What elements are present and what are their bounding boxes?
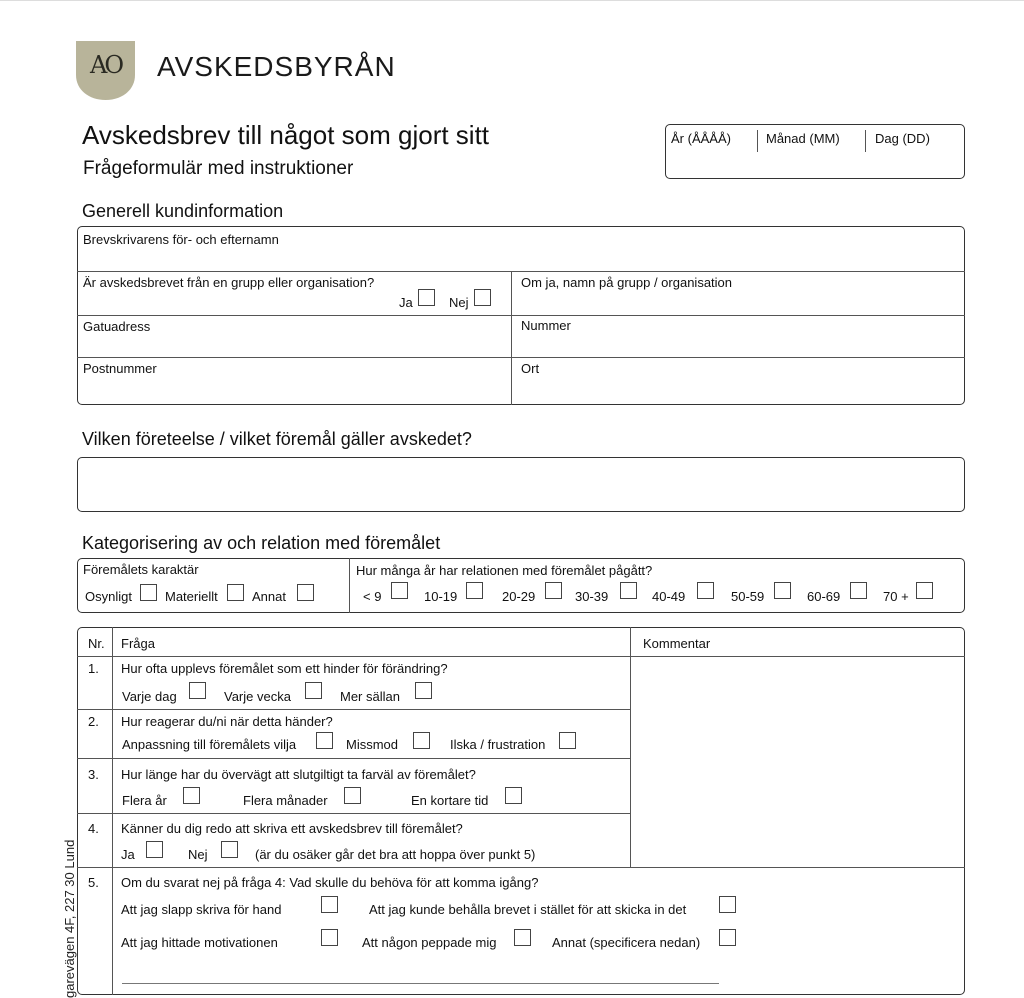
- side-address: garevägen 4F, 227 30 Lund: [62, 839, 77, 998]
- group-question: Är avskedsbrevet från en grupp eller organisation?: [83, 275, 375, 290]
- group-yes-checkbox[interactable]: [418, 289, 435, 306]
- q1-checkbox-mer-sallan[interactable]: [415, 682, 432, 699]
- q3-option-label: Flera månader: [243, 793, 328, 808]
- divider: [112, 627, 113, 995]
- divider: [77, 709, 630, 710]
- q5-specify-line[interactable]: [122, 983, 719, 984]
- character-option-label: Materiellt: [165, 589, 218, 604]
- group-no-label: Nej: [449, 295, 469, 310]
- section-heading-subject: Vilken företeelse / vilket föremål gäller avskedet?: [82, 429, 472, 449]
- page-title: Avskedsbrev till något som gjort sitt: [82, 120, 490, 150]
- group-name-field[interactable]: Om ja, namn på grupp / organisation: [521, 275, 733, 290]
- page-subtitle: Frågeformulär med instruktioner: [83, 158, 354, 179]
- divider: [77, 813, 630, 814]
- brand-monogram: AO: [89, 51, 121, 79]
- years-checkbox[interactable]: [620, 582, 637, 599]
- q1-checkbox-varje-dag[interactable]: [189, 682, 206, 699]
- q2-checkbox-ilska[interactable]: [559, 732, 576, 749]
- q1-option-label: Mer sällan: [340, 689, 400, 704]
- years-checkbox[interactable]: [391, 582, 408, 599]
- name-field[interactable]: Brevskrivarens för- och efternamn: [83, 232, 279, 247]
- q5-option-label: Att jag kunde behålla brevet i stället för att skicka in det: [369, 902, 687, 917]
- col-header-question: Fråga: [121, 636, 155, 651]
- brand-name: AVSKEDSBYRÅN: [157, 51, 396, 82]
- divider: [77, 271, 965, 272]
- character-option-label: Annat: [252, 589, 286, 604]
- q3-checkbox-kortare-tid[interactable]: [505, 787, 522, 804]
- col-header-nr: Nr.: [88, 636, 105, 651]
- character-annat-checkbox[interactable]: [297, 584, 314, 601]
- divider: [77, 867, 965, 868]
- q2-option-label: Anpassning till föremålets vilja: [122, 737, 297, 752]
- q5-checkbox-peppade[interactable]: [514, 929, 531, 946]
- q5-checkbox-behalla-brevet[interactable]: [719, 896, 736, 913]
- q5-checkbox-annat[interactable]: [719, 929, 736, 946]
- comment-field[interactable]: [631, 657, 964, 867]
- q4-note: (är du osäker går det bra att hoppa över punkt 5): [255, 847, 536, 862]
- years-option-label: 50-59: [731, 589, 765, 604]
- q1-nr: 1.: [88, 661, 99, 676]
- divider: [77, 357, 965, 358]
- divider: [511, 271, 512, 405]
- q3-checkbox-flera-manader[interactable]: [344, 787, 361, 804]
- section-heading-general: Generell kundinformation: [82, 201, 284, 221]
- years-checkbox[interactable]: [774, 582, 791, 599]
- q2-text: Hur reagerar du/ni när detta händer?: [121, 714, 333, 729]
- q5-option-label: Att någon peppade mig: [362, 935, 497, 950]
- years-checkbox[interactable]: [545, 582, 562, 599]
- q3-checkbox-flera-ar[interactable]: [183, 787, 200, 804]
- q5-option-label: Att jag hittade motivationen: [121, 935, 278, 950]
- q3-option-label: Flera år: [122, 793, 167, 808]
- divider: [77, 315, 965, 316]
- group-yes-label: Ja: [399, 295, 413, 310]
- character-materiellt-checkbox[interactable]: [227, 584, 244, 601]
- q2-checkbox-missmod[interactable]: [413, 732, 430, 749]
- date-divider: [865, 130, 866, 152]
- postcode-field[interactable]: Postnummer: [83, 361, 157, 376]
- q4-nr: 4.: [88, 821, 99, 836]
- subject-input-box[interactable]: [77, 457, 965, 512]
- q3-option-label: En kortare tid: [411, 793, 489, 808]
- q1-option-label: Varje vecka: [224, 689, 291, 704]
- q3-text: Hur länge har du övervägt att slutgiltigt ta farväl av föremålet?: [121, 767, 476, 782]
- years-option-label: 30-39: [575, 589, 609, 604]
- q4-option-label: Nej: [188, 847, 208, 862]
- q1-checkbox-varje-vecka[interactable]: [305, 682, 322, 699]
- street-field[interactable]: Gatuadress: [83, 319, 151, 334]
- q2-nr: 2.: [88, 714, 99, 729]
- years-option-label: 70 +: [883, 589, 909, 604]
- q1-option-label: Varje dag: [122, 689, 177, 704]
- divider: [349, 558, 350, 613]
- date-divider: [757, 130, 758, 152]
- years-checkbox[interactable]: [916, 582, 933, 599]
- q4-checkbox-nej[interactable]: [221, 841, 238, 858]
- years-option-label: 40-49: [652, 589, 686, 604]
- q2-option-label: Missmod: [346, 737, 399, 752]
- years-checkbox[interactable]: [466, 582, 483, 599]
- number-field[interactable]: Nummer: [521, 318, 571, 333]
- date-month-field[interactable]: Månad (MM): [766, 131, 840, 146]
- q4-option-label: Ja: [121, 847, 135, 862]
- character-option-label: Osynligt: [85, 589, 132, 604]
- q5-checkbox-motivationen[interactable]: [321, 929, 338, 946]
- brand-logo: [76, 41, 135, 100]
- q5-option-label: Annat (specificera nedan): [552, 935, 701, 950]
- col-header-comment: Kommentar: [643, 636, 711, 651]
- q5-checkbox-skriva-for-hand[interactable]: [321, 896, 338, 913]
- q5-option-label: Att jag slapp skriva för hand: [121, 902, 282, 917]
- date-day-field[interactable]: Dag (DD): [875, 131, 930, 146]
- date-year-field[interactable]: År (ÅÅÅÅ): [671, 131, 731, 146]
- city-field[interactable]: Ort: [521, 361, 540, 376]
- years-option-label: 20-29: [502, 589, 536, 604]
- character-label: Föremålets karaktär: [83, 562, 199, 577]
- q2-checkbox-anpassning[interactable]: [316, 732, 333, 749]
- years-checkbox[interactable]: [697, 582, 714, 599]
- top-border: [0, 0, 1024, 1]
- years-option-label: 10-19: [424, 589, 458, 604]
- years-option-label: < 9: [363, 589, 382, 604]
- group-no-checkbox[interactable]: [474, 289, 491, 306]
- q5-text: Om du svarat nej på fråga 4: Vad skulle du behöva för att komma igång?: [121, 875, 539, 890]
- q4-checkbox-ja[interactable]: [146, 841, 163, 858]
- q1-text: Hur ofta upplevs föremålet som ett hinder för förändring?: [121, 661, 448, 676]
- years-label: Hur många år har relationen med föremålet pågått?: [356, 563, 653, 578]
- q5-nr: 5.: [88, 875, 99, 890]
- q2-option-label: Ilska / frustration: [450, 737, 546, 752]
- section-heading-category: Kategorisering av och relation med föremålet: [82, 533, 441, 553]
- years-checkbox[interactable]: [850, 582, 867, 599]
- divider: [77, 758, 630, 759]
- q3-nr: 3.: [88, 767, 99, 782]
- character-osynligt-checkbox[interactable]: [140, 584, 157, 601]
- years-option-label: 60-69: [807, 589, 841, 604]
- q4-text: Känner du dig redo att skriva ett avskedsbrev till föremålet?: [121, 821, 463, 836]
